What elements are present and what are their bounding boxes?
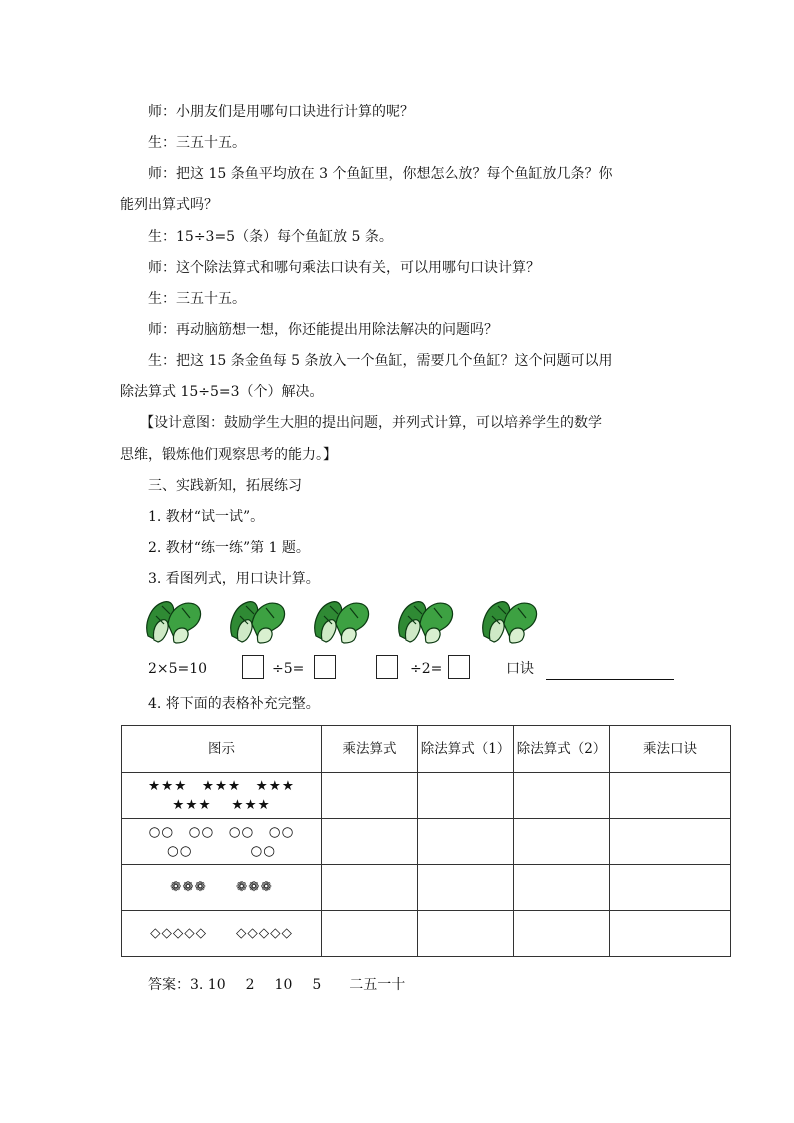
bok-choy-icon [394, 594, 458, 644]
picture-cell [122, 819, 322, 865]
answer-line [148, 975, 405, 995]
table-row [122, 911, 731, 957]
header-cell: 图示 [122, 726, 322, 773]
dialogue-line-continued: 能列出算式吗？ [120, 197, 218, 213]
blank-cell[interactable] [322, 911, 418, 957]
vegetable-illustrations [142, 594, 562, 644]
picture-line: ★★★ ★★★ ★★★ [148, 777, 295, 794]
answer-value: 10 [274, 977, 293, 993]
picture-line: ❁❁❁ ❁❁❁ [170, 879, 273, 895]
blank-cell[interactable] [418, 911, 514, 957]
header-cell: 除法算式（2） [514, 726, 610, 773]
table-row [122, 773, 731, 819]
dialogue-line: 生：三五十五。 [148, 291, 246, 307]
blank-cell[interactable] [514, 773, 610, 819]
dialogue-line: 师：小朋友们是用哪句口诀进行计算的呢？ [148, 104, 414, 120]
blank-cell[interactable] [418, 773, 514, 819]
design-intent-line: 思维，锻炼他们观察思考的能力。】 [120, 447, 337, 463]
dialogue-line: 生：把这 15 条金鱼每 5 条放入一个鱼缸，需要几个鱼缸？这个问题可以用 [148, 353, 613, 369]
blank-cell[interactable] [610, 773, 731, 819]
blank-cell[interactable] [610, 865, 731, 911]
picture-cell [122, 865, 322, 911]
blank-cell[interactable] [322, 819, 418, 865]
answer-box[interactable] [376, 655, 398, 679]
picture-line: ◇◇◇◇◇ ◇◇◇◇◇ [150, 925, 293, 941]
blank-cell[interactable] [514, 865, 610, 911]
table-row [122, 819, 731, 865]
blank-cell[interactable] [610, 819, 731, 865]
dialogue-line: 师：再动脑筋想一想，你还能提出用除法解决的问题吗？ [148, 322, 498, 338]
exercise-item: 3. 看图列式，用口诀计算。 [148, 571, 320, 587]
answer-value: 2 [245, 977, 255, 993]
picture-line: ○○ ○○ [166, 842, 277, 859]
table-row [122, 865, 731, 911]
division-by-5: ÷5= [272, 661, 305, 677]
dialogue-line: 师：这个除法算式和哪句乘法口诀有关，可以用哪句口诀计算？ [148, 260, 540, 276]
dialogue-line: 生：15÷3=5（条）每个鱼缸放 5 条。 [148, 229, 393, 245]
multiplication-equation: 2×5=10 [148, 661, 208, 677]
bok-choy-icon [226, 594, 290, 644]
equation-row [148, 655, 688, 683]
formula-label: 口诀 [506, 661, 534, 677]
exercise-item: 1. 教材“试一试”。 [148, 509, 265, 525]
design-intent-line: 【设计意图：鼓励学生大胆的提出问题，并列式计算，可以培养学生的数学 [140, 415, 602, 431]
answer-box[interactable] [242, 655, 264, 679]
answer-label: 答案：3. 10 [148, 977, 226, 993]
picture-cell [122, 911, 322, 957]
picture-cell [122, 773, 322, 819]
exercise-item: 4. 将下面的表格补充完整。 [148, 696, 320, 712]
dialogue-line: 师：把这 15 条鱼平均放在 3 个鱼缸里，你想怎么放？每个鱼缸放几条？你 [148, 166, 613, 182]
answer-box[interactable] [314, 655, 336, 679]
answer-value: 5 [312, 977, 322, 993]
table-header-row [122, 726, 731, 773]
exercise-item: 2. 教材“练一练”第 1 题。 [148, 540, 310, 556]
header-cell: 乘法口诀 [610, 726, 731, 773]
bok-choy-icon [142, 594, 206, 644]
blank-cell[interactable] [418, 819, 514, 865]
picture-line: ★★★ ★★★ [172, 796, 271, 813]
header-cell: 除法算式（1） [418, 726, 514, 773]
fill-in-table [121, 725, 731, 957]
picture-line: ○○ ○○ ○○ ○○ [148, 823, 295, 840]
blank-cell[interactable] [322, 865, 418, 911]
blank-cell[interactable] [514, 911, 610, 957]
section-title: 三、实践新知，拓展练习 [148, 478, 302, 494]
formula-blank[interactable] [546, 679, 674, 680]
bok-choy-icon [478, 594, 542, 644]
answer-box[interactable] [448, 655, 470, 679]
answer-value: 二五一十 [349, 977, 406, 993]
blank-cell[interactable] [418, 865, 514, 911]
dialogue-line-continued: 除法算式 15÷5=3（个）解决。 [120, 384, 324, 400]
header-cell: 乘法算式 [322, 726, 418, 773]
blank-cell[interactable] [514, 819, 610, 865]
blank-cell[interactable] [322, 773, 418, 819]
blank-cell[interactable] [610, 911, 731, 957]
division-by-2: ÷2= [410, 661, 443, 677]
bok-choy-icon [310, 594, 374, 644]
dialogue-line: 生：三五十五。 [148, 135, 246, 151]
